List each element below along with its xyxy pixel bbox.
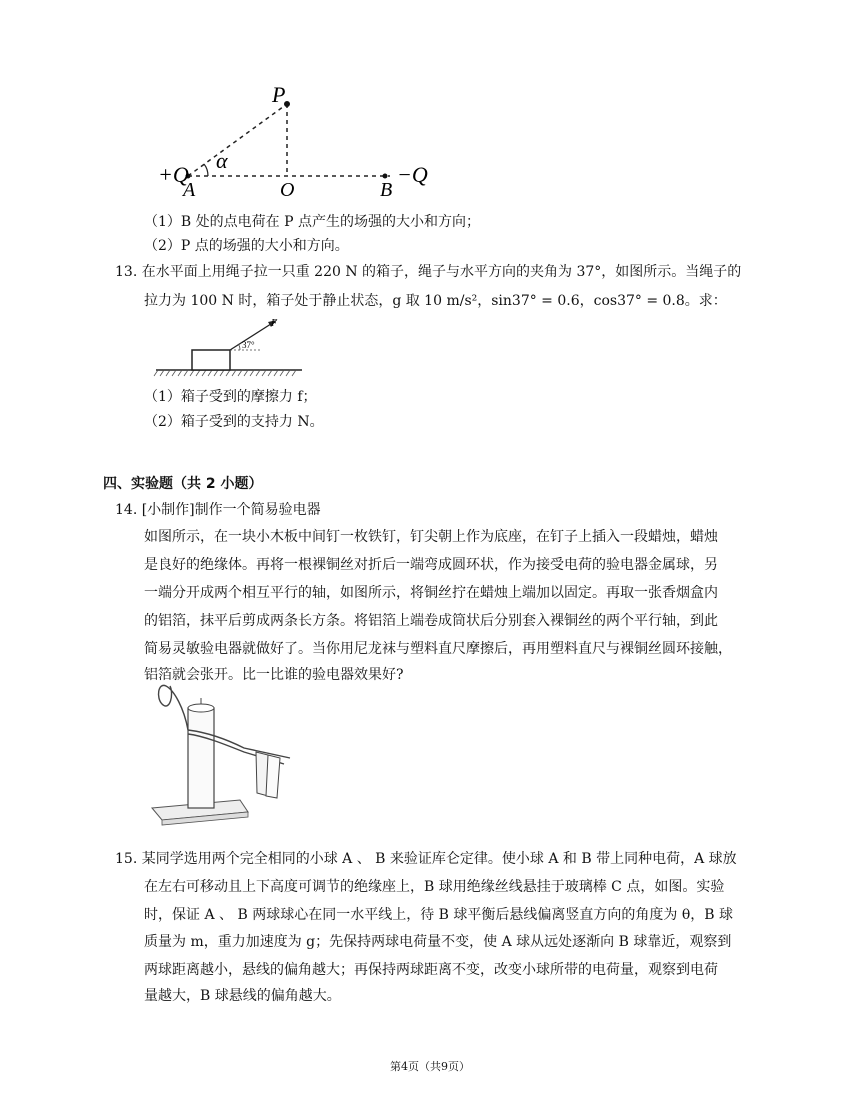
q12-sub2: （2）P 点的场强的大小和方向。 (144, 238, 349, 254)
force-F-label: F (271, 318, 278, 329)
label-plus-q: +Q (158, 162, 189, 187)
q13-sub1: （1）箱子受到的摩擦力 f； (144, 389, 317, 405)
q12-sub1: （1）B 处的点电荷在 P 点产生的场强的大小和方向； (144, 214, 480, 230)
label-minus-q: −Q (397, 162, 428, 187)
q13-line1: 13. 在水平面上用绳子拉一只重 220 N 的箱子，绳子与水平方向的夹角为 37°，如图所示。当绳子的 (115, 264, 742, 280)
page-footer: 第4页（共9页） (390, 1060, 470, 1073)
q13-sub2: （2）箱子受到的支持力 N。 (144, 414, 324, 430)
label-P: P (272, 82, 286, 107)
q13-line2: 拉力为 100 N 时，箱子处于静止状态，g 取 10 m/s²，sin37° = 0.6，cos37° = 0.8。求： (144, 293, 727, 309)
label-A: A (183, 179, 196, 201)
q14-line: 一端分开成两个相互平行的轴，如图所示，将铜丝拧在蜡烛上端加以固定。再取一张香烟盒内 (144, 585, 718, 601)
q14-line: 的铝箔，抹平后剪成两条长方条。将铝箔上端卷成筒状后分别套入裸铜丝的两个平行轴，到此 (144, 613, 718, 629)
angle-37-label: 37° (242, 340, 255, 350)
electroscope-figure (144, 678, 294, 828)
q15-line: 两球距离越小，悬线的偏角越大；再保持两球距离不变，改变小球所带的电荷量，观察到电荷 (144, 962, 718, 978)
q15-line: 在左右可移动且上下高度可调节的绝缘座上，B 球用绝缘丝线悬挂于玻璃棒 C 点，如图。实验 (144, 879, 725, 895)
q14-line: 是良好的绝缘体。再将一根裸铜丝对折后一端弯成圆环状，作为接受电荷的验电器金属球，另 (144, 557, 718, 573)
label-alpha: α (216, 148, 228, 173)
charges-figure (150, 78, 440, 206)
q14-title: 14. [小制作]制作一个简易验电器 (115, 502, 321, 518)
label-O: O (280, 179, 295, 201)
q15-line: 时，保证 A 、 B 两球球心在同一水平线上，待 B 球平衡后悬线偏离竖直方向的角度为 θ，B 球 (144, 907, 734, 923)
q14-line: 如图所示，在一块小木板中间钉一枚铁钉，钉尖朝上作为底座，在钉子上插入一段蜡烛，蜡烛 (144, 529, 718, 545)
q15-line: 质量为 m，重力加速度为 g；先保持两球电荷量不变，使 A 球从远处逐渐向 B 球靠近，观察到 (144, 934, 732, 950)
q14-line: 铝箔就会张开。比一比谁的验电器效果好? (144, 667, 404, 683)
q15-line: 量越大，B 球悬线的偏角越大。 (144, 988, 341, 1004)
q14-line: 简易灵敏验电器就做好了。当你用尼龙袜与塑料直尺摩擦后，再用塑料直尺与裸铜丝圆环接触， (144, 641, 732, 657)
label-B: B (380, 179, 393, 201)
box-figure (150, 314, 310, 380)
q15-line: 15. 某同学选用两个完全相同的小球 A 、 B 来验证库仑定律。使小球 A 和 B 带上同种电荷，A 球放 (115, 851, 737, 867)
section-4-title: 四、实验题（共 2 小题） (103, 476, 263, 492)
